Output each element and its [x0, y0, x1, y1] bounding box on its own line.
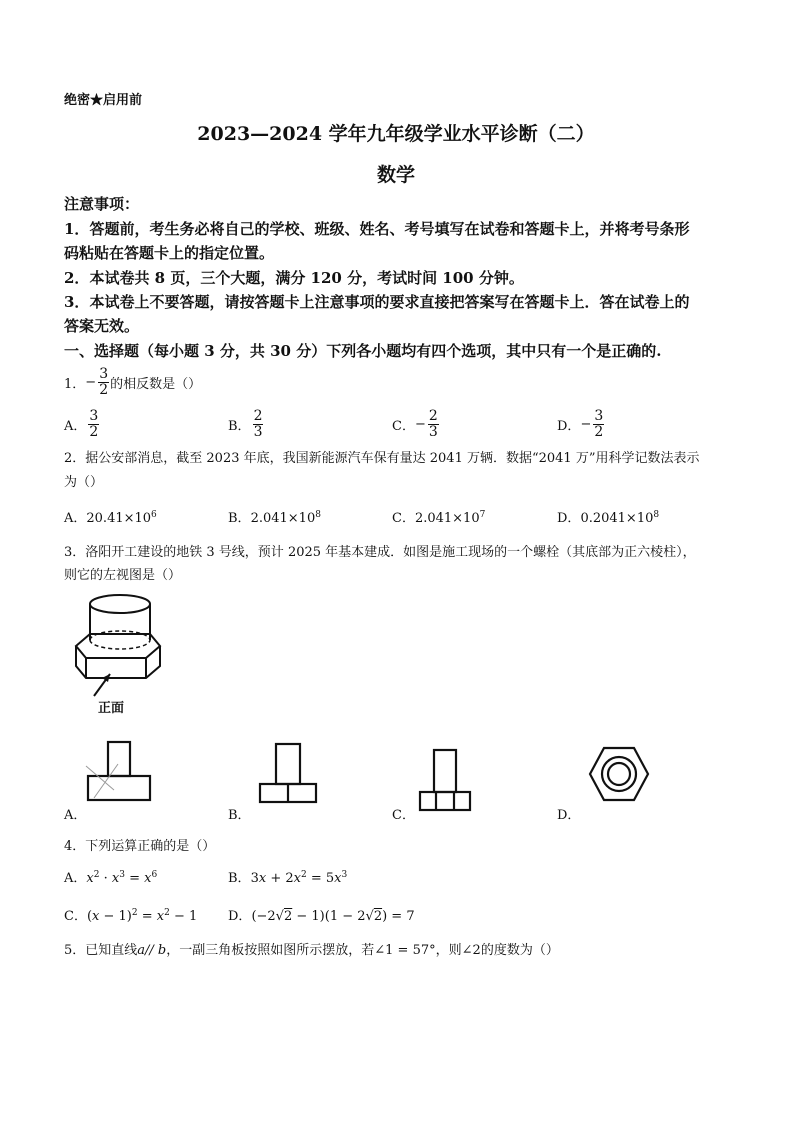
question-2-line-2: 为（）	[64, 475, 104, 490]
section-1-heading: 一、选择题（每小题 3 分，共 30 分）下列各小题均有四个选项，其中只有一个是正确的.	[64, 342, 662, 360]
q2-option-c[interactable]: C．$2.041\times 10^7$	[392, 510, 486, 526]
exam-title: 2023—2024 学年九年级学业水平诊断（二）	[197, 123, 595, 145]
q1-option-a[interactable]: A． $\frac{3}{2}$	[64, 407, 99, 440]
q3-option-d-figure[interactable]	[586, 744, 652, 804]
subject-title: 数学	[376, 164, 415, 186]
question-1-stem: 1． − $\frac{3}{2}$ 的相反数是（）	[64, 365, 202, 398]
q3-option-b-label: B．	[228, 808, 251, 823]
q2-option-d[interactable]: D．$0.2041\times 10^8$	[557, 510, 660, 526]
front-view-label: 正面	[98, 701, 125, 716]
note-2: 2．本试卷共 8 页，三个大题，满分 120 分，考试时间 100 分钟。	[64, 269, 524, 287]
notes-heading: 注意事项：	[64, 195, 140, 213]
question-5-stem: 5．已知直线a// b，一副三角板按照如图所示摆放，若∠1 = 57°，则∠2的度数为（）	[64, 943, 559, 958]
secret-label: 绝密★启用前	[64, 93, 143, 108]
q3-option-a-figure[interactable]	[84, 738, 154, 804]
question-3-line-2: 则它的左视图是（）	[64, 568, 182, 583]
q3-option-c-label: C．	[392, 808, 415, 823]
q2-option-b[interactable]: B．$2.041\times 10^8$	[228, 510, 321, 526]
q3-option-d-label: D．	[557, 808, 581, 823]
note-3-line-1: 3．本试卷上不要答题，请按答题卡上注意事项的要求直接把答案写在答题卡上．答在试卷上的	[64, 293, 690, 311]
note-1-line-2: 码粘贴在答题卡上的指定位置。	[64, 244, 275, 262]
q1-option-d[interactable]: D． − $\frac{3}{2}$	[557, 407, 604, 440]
q4-option-d[interactable]: D．(−2√2 − 1)(1 − 2√2) = 7	[228, 909, 415, 924]
q2-option-a[interactable]: A．$20.41\times 10^6$	[64, 510, 157, 526]
q4-option-a[interactable]: A．$x^2 \cdot x^3 = x^6$	[64, 870, 158, 886]
question-2-line-1: 2．据公安部消息，截至 2023 年底，我国新能源汽车保有量达 2041 万辆．数据“2041 万”用科学记数法表示	[64, 451, 700, 466]
q1-option-b[interactable]: B． $\frac{2}{3}$	[228, 407, 263, 440]
q4-option-b[interactable]: B．$3x + 2x^2 = 5x^3$	[228, 870, 348, 886]
note-1-line-1: 1．答题前，考生务必将自己的学校、班级、姓名、考号填写在试卷和答题卡上，并将考号条形	[64, 220, 690, 238]
question-4-stem: 4．下列运算正确的是（）	[64, 839, 216, 854]
q4-option-c[interactable]: C．$(x - 1)^2 = x^2 - 1$	[64, 908, 198, 924]
question-3-line-1: 3．洛阳开工建设的地铁 3 号线，预计 2025 年基本建成．如图是施工现场的一个螺栓（其底部为正六棱柱），	[64, 545, 696, 560]
q3-option-a-label: A．	[64, 808, 87, 823]
q3-option-c-figure[interactable]	[418, 748, 474, 814]
q3-option-b-figure[interactable]	[258, 742, 318, 804]
q1-option-c[interactable]: C． − $\frac{2}{3}$	[392, 407, 438, 440]
note-3-line-2: 答案无效。	[64, 317, 140, 335]
